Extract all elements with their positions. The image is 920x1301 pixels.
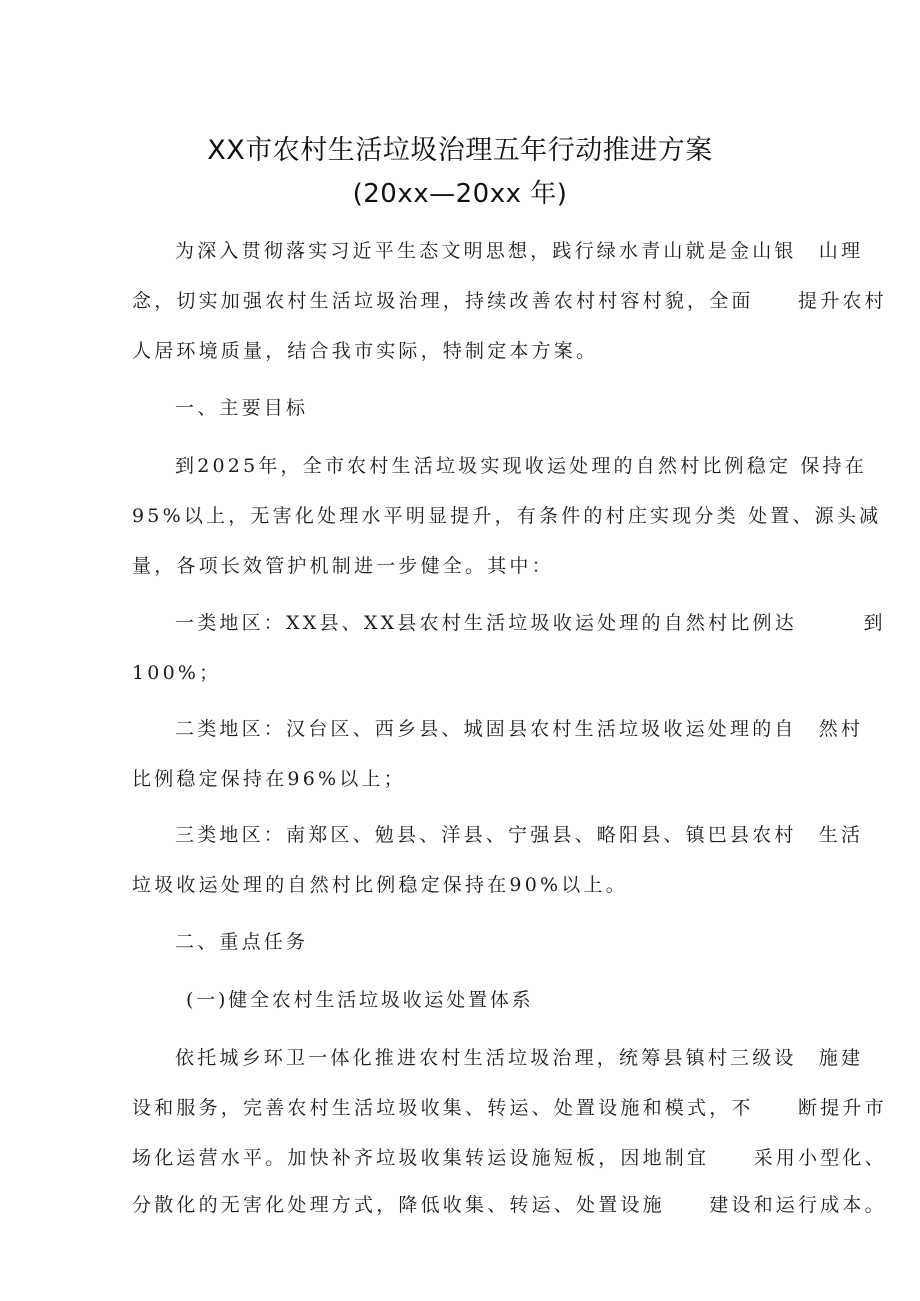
subsection-heading: (一)健全农村生活垃圾收运处置体系 bbox=[186, 989, 534, 1011]
section-heading-goals: 一、主要目标 bbox=[175, 397, 309, 419]
task-line: 分散化的无害化处理方式，降低收集、转运、处置设施 建设和运行成本。 bbox=[132, 1194, 887, 1216]
intro-line: 念，切实加强农村生活垃圾治理，持续改善农村村容村貌，全面 提升农村 bbox=[132, 290, 887, 312]
goal-line: 到2025年，全市农村生活垃圾实现收运处理的自然村比例稳定 保持在 bbox=[175, 455, 867, 477]
task-line: 依托城乡环卫一体化推进农村生活垃圾治理，统筹县镇村三级设 施建 bbox=[175, 1047, 864, 1069]
intro-line: 为深入贯彻落实习近平生态文明思想，践行绿水青山就是金山银 山理 bbox=[175, 240, 864, 262]
class1-line: 100%； bbox=[132, 662, 222, 684]
class3-line: 垃圾收运处理的自然村比例稳定保持在90%以上。 bbox=[132, 874, 628, 896]
class1-line: 一类地区：XX县、XX县农村生活垃圾收运处理的自然村比例达 到 bbox=[175, 612, 886, 634]
task-line: 设和服务，完善农村生活垃圾收集、转运、处置设施和模式，不 断提升市 bbox=[132, 1097, 887, 1119]
class3-line: 三类地区：南郑区、勉县、洋县、宁强县、略阳县、镇巴县农村 生活 bbox=[175, 824, 864, 846]
document-subtitle: (20xx—20xx 年) bbox=[352, 179, 568, 209]
document-title: XX市农村生活垃圾治理五年行动推进方案 bbox=[207, 135, 713, 166]
intro-line: 人居环境质量，结合我市实际，特制定本方案。 bbox=[132, 340, 599, 362]
class2-line: 比例稳定保持在96%以上； bbox=[132, 768, 406, 790]
task-line: 场化运营水平。加快补齐垃圾收集转运设施短板，因地制宜 采用小型化、 bbox=[132, 1147, 887, 1169]
section-heading-tasks: 二、重点任务 bbox=[175, 931, 309, 953]
goal-line: 量，各项长效管护机制进一步健全。其中： bbox=[132, 555, 554, 577]
goal-line: 95%以上，无害化处理水平明显提升，有条件的村庄实现分类 处置、源头减 bbox=[132, 505, 882, 527]
class2-line: 二类地区：汉台区、西乡县、城固县农村生活垃圾收运处理的自 然村 bbox=[175, 718, 864, 740]
